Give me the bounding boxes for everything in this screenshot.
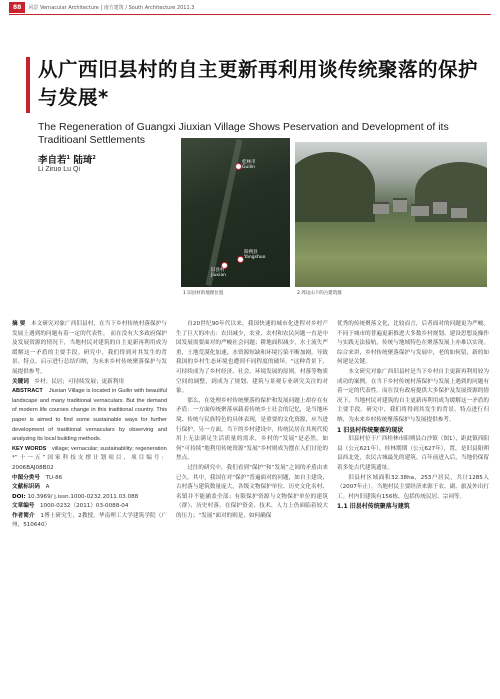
doi: 10.3969/ j.issn.1000-0232.2011.03.088 <box>27 493 139 500</box>
doc-code: A <box>45 484 50 491</box>
figure-2-caption: 2 周边山下的古建筑群 <box>297 291 342 296</box>
photo-house <box>393 198 407 212</box>
fund-note: *“十一五”国家科技支撑计划项目，项目编号：2006BAJ08B02 <box>12 455 167 471</box>
map-point-yangshuo <box>237 256 244 263</box>
header-divider <box>9 14 491 15</box>
photo-house <box>433 200 447 214</box>
map-label-yangshuo: 阳朔县 Yangshuo <box>244 250 266 260</box>
photo-house <box>373 202 389 214</box>
figure-1-caption: 1 旧县村的地理位置 <box>183 291 224 296</box>
journal-name: 风景 Vernacular Architecture | 南方建筑 / South Architecture 2011.3 <box>28 4 195 11</box>
running-header <box>0 0 500 14</box>
keywords-en: village; vernacular; sustainability; regeneration <box>52 445 167 452</box>
column-3 <box>337 320 489 512</box>
body-paragraph: 旧县村位于广西桂林市阳朔县白沙镇（图1），距此镇西阳县（公元621年），桂林期期（公元627年），置，是旧县阳朔县西北处，农民古城最先的建筑。百年前进入后，当地仍保留着多处古代建筑遗址。 <box>337 436 489 471</box>
map-label-guilin: 桂林市 Guilin <box>242 160 256 170</box>
body-paragraph: 旧县村区域面积32.38ha，253户居民，共计1285人（2007年止）。当地村民主要经济来源于农、副、旅及外出打工。村内旧建筑有156栋，包括传统民居、宗祠等。 <box>337 474 489 500</box>
author-2: 陆琦 <box>73 155 93 166</box>
photo-hill-left <box>295 152 375 222</box>
body-paragraph: 那么，在处理乡村传统聚落的保护和发展问题上却存在有矛盾：一方面传统聚落承载着传统乡土社会的记忆，是当地环境、传统与民族特色的具体表现，是重要的文化资源，应当进行保护。另一方面，当下的乡村建设中，传统民居在其现代使用上无法满足生活质量的需求，乡村的“发展”是必然。如何“可持续”地利用传统资源“发展”乡村则成为摆在人们讨论的焦点。 <box>176 397 328 462</box>
keywords-cn: 乡村；民居；可持续发展；更新利用 <box>34 378 124 385</box>
column-1: 摘 要 本文研究对象广西旧县村，在当下乡村传统村落保护与发展上遇到的问题有着一定的代表性。 而在没有大多政府保护及发展资源的情况下，当地村民对建筑的自主更新再利用成为缓解这一矛盾的主要手段。研究中，我们得到对其发生的背景、特点、启示进行总结归纳，为未来乡村传统聚落保护与发展提供参考。 关键词 乡村；民居；可持续发展；更新利用 ABSTRACT Jiuxian Village is located in Guilin with beautiful landscape and many traditional vernaculars. But the demand of modern life courses change in this traditional country. This paper is aimed to find some sustainable ways for further development of traditional vernaculars by observing and analyzing its local building methods. KEY WORDS village; vernacular; sustainability; regeneration *“十一五”国家科技支撑计划项目，项目编号：2006BAJ08B02 中图分类号 TU-86 文献标识码 A DOI: 10.3969/ j.issn.1000-0232.2011.03.088 文章编号 1000-0232（2011）03-0088-04 作者简介 1博士研究生，2教授，华南理工大学建筑学院（广州，510640） <box>12 321 167 529</box>
author-1: 李自若 <box>38 155 67 166</box>
figure-2-photo <box>295 142 487 287</box>
paper-title-en: The Regeneration of Guangxi Jiuxian Village Shows Peservation and Development of its Traditioanl Settlements <box>38 121 449 146</box>
paper-title-cn: 从广西旧县村的自主更新再利用谈传统聚落的保护与发展* <box>38 58 479 109</box>
abstract-label: 摘 要 <box>12 321 26 327</box>
abstract-cn: 本文研究对象广西旧县村，在当下乡村传统村落保护与发展上遇到的问题有着一定的代表性。 而在没有大多政府保护及发展资源的情况下，当地村民对建筑的自主更新再利用成为缓解这一矛盾的主要手段。研究中，我们得到对其发生的背景、特点、启示进行总结归纳，为未来乡村传统聚落保护与发展提供参考。 <box>12 321 167 375</box>
body-paragraph: 自20世纪90年代以来，我国快速的城市化进程对乡村产生了巨大的冲击：农田减少，农业、农村和农民问题一直是中国发展需要面对的严峻社会问题；耕地面积减少，水土流失严重，土地荒漠化加速，水资源短缺和环境污染不断加剧。导致我国的乡村生态环境也遭到不同程度的破坏。"这种背景下，可持续成为了乡村经济、社会、环境发展的原则。村落等物质空间的调整，到成为了规划、建筑与景观专业研究关注的对象。 <box>176 321 328 395</box>
photo-house <box>411 204 429 216</box>
abstract-en-label: ABSTRACT <box>12 388 43 395</box>
author-info: 1博士研究生，2教授，华南理工大学建筑学院（广州，510640） <box>12 512 167 529</box>
section-heading: 1 旧县村传统聚落的现状 <box>337 426 404 434</box>
page-number: 88 <box>9 2 25 13</box>
keywords-en-label: KEY WORDS <box>12 445 47 452</box>
map-label-jiuxian: 旧县村 Jiuxian <box>211 268 226 278</box>
subsection-heading: 1.1 旧县村传统聚落与建筑 <box>337 503 410 511</box>
figure-1-map <box>181 138 290 287</box>
clc-code: TU-86 <box>45 474 63 481</box>
title-accent-bar <box>26 57 30 113</box>
article-number: 1000-0232（2011）03-0088-04 <box>40 503 129 510</box>
authors-cn: 李自若$^1$ 陆琦$^2$ <box>38 154 96 166</box>
body-paragraph: 优秀的传统聚落文化，比较而言，后者面对的问题更为严峻。不同于城市的普遍更新推进大多数乡村规划、建设思想及操作与实践无法接轨，传统与地域特色在聚落发展上亦难以实现。综合来讲，乡村传统聚落保护与发展中，老的如何留，新的如何建是关键。 <box>337 321 489 366</box>
body-paragraph: 本文研究对象广西旧县村是当下乡村自主更新再利用较为成功的案例，在当下乡村传统村落保护与发展上遇到的问题有着一定的代表性。而在没有政府提供大多保护及发展资源的情况下，当地村民对建筑的自主更新再利用成为缓解这一矛盾的主要手段。研究中，我们将得到其发生的背景、特点进行归纳，为未来乡村传统聚落保护与发展提供参考。 <box>337 368 489 423</box>
photo-house <box>451 206 467 218</box>
authors-en: Li Ziruo Lu Qi <box>38 166 81 173</box>
keywords-label: 关键词 <box>12 378 29 385</box>
column-2 <box>176 320 328 521</box>
body-paragraph: 过往的研究中，我们看到“保护”和“发展”之间的矛盾由来已久。其中，我国在对“保护”普遍面对的问题，如自主建设，古村落与建筑数量庞大，各级文物保护单位、历史文化名村、名镇并不能涵盖全部；有限保护资源与文物保护单位的建筑（群）、历史村落，在保护资金、技术、人力上仍面临着较大的压力；“发展”面对的则是，如何确保 <box>176 464 328 519</box>
abstract-en: Jiuxian Village is located in Guilin with beautiful landscape and many traditional vernaculars. But the demand of modern life courses change in this traditional country. This paper is aimed to find some sustainable ways for further development of traditional vernaculars by observing and analyzing its local building methods. <box>12 388 167 443</box>
map-point-guilin <box>235 163 242 170</box>
